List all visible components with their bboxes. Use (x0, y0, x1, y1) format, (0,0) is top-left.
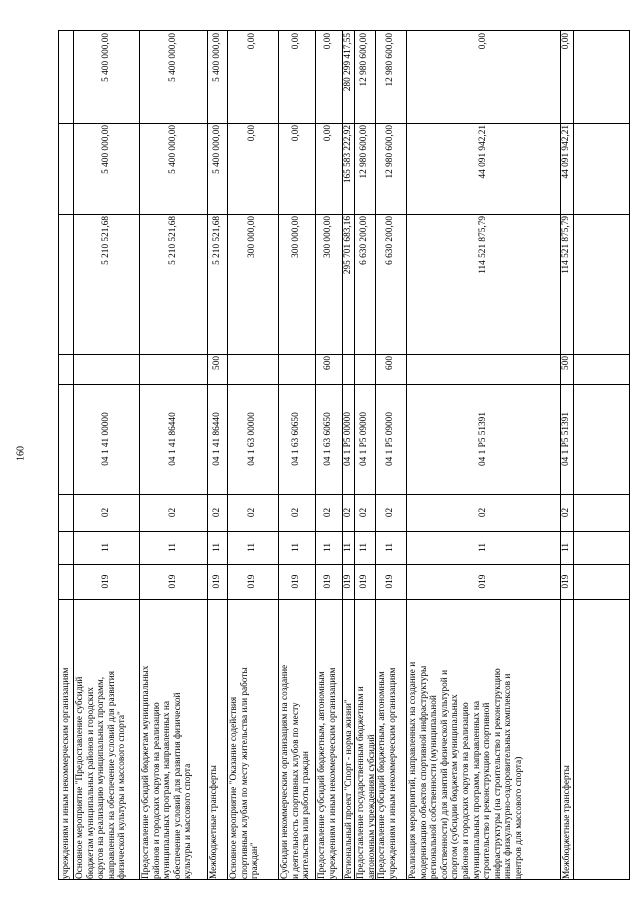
gr-code-cell: 019 (291, 574, 302, 589)
table-row (354, 31, 375, 881)
amount-year2-cell: 5 400 000,00 (167, 125, 178, 174)
table-row (139, 31, 207, 881)
row-name-cell: Предоставление субсидий бюджетным, автономным учреждениям и иным некоммерческим организациям (377, 667, 398, 879)
table-row (375, 31, 406, 881)
row-name-cell: Основное мероприятие "Предоставление субсидий бюджетам муниципальных районов и городских округов на реализацию муниципальных программ, направленных на обеспечение условий для развития физической культуры и массового спорта" (75, 671, 128, 879)
row-name-cell: Основное мероприятие "Оказание содействия спортивным клубам по месту жительства или работы граждан" (229, 667, 261, 879)
table-row (315, 31, 342, 881)
gr-code-cell: 019 (211, 574, 222, 589)
row-name-cell: Субсидии некоммерческим организациям на создание и деятельность спортивных клубов по месту жительства или работы граждан (280, 664, 312, 879)
target-article-cell: 04 1 63 60650 (291, 412, 302, 466)
target-article-cell: 04 1 41 86440 (167, 412, 178, 466)
gr-code-cell: 019 (247, 574, 258, 589)
table-row (227, 31, 278, 881)
table-row (560, 31, 573, 881)
amount-year1-cell: 300 000,00 (247, 216, 258, 258)
amount-year1-cell: 6 630 200,00 (385, 216, 396, 265)
expense-type-cell: 600 (385, 356, 396, 370)
subsection-cell: 02 (211, 507, 222, 518)
amount-year3-cell: 0,00 (561, 33, 572, 50)
section-cell: 11 (342, 543, 353, 552)
amount-year3-cell: 0,00 (247, 33, 258, 50)
row-name-cell: Межбюджетные трансферты (209, 765, 219, 879)
table-row (278, 31, 315, 881)
amount-year1-cell: 114 521 875,79 (561, 216, 572, 274)
subsection-cell: 02 (323, 507, 334, 518)
amount-year1-cell: 295 701 683,16 (342, 216, 353, 275)
row-name-cell: Предоставление государственным бюджетным и автономным учреждениям субсидий (356, 686, 377, 879)
amount-year2-cell: 165 583 222,92 (342, 125, 353, 184)
amount-year3-cell: 0,00 (323, 33, 334, 50)
amount-year1-cell: 5 210 521,68 (211, 216, 222, 265)
subsection-cell: 02 (477, 507, 488, 518)
amount-year2-cell: 0,00 (323, 125, 334, 142)
amount-year2-cell: 12 980 600,00 (359, 125, 370, 179)
section-cell: 11 (247, 543, 258, 552)
section-cell: 11 (291, 543, 302, 552)
amount-year3-cell: 5 400 000,00 (167, 33, 178, 82)
gr-code-cell: 019 (359, 574, 370, 589)
row-name-cell: Региональный проект "Спорт - норма жизни" (344, 699, 354, 879)
amount-year1-cell: 114 521 875,79 (477, 216, 488, 274)
subsection-cell: 02 (100, 507, 111, 518)
amount-year1-cell: 300 000,00 (323, 216, 334, 258)
gr-code-cell: 019 (342, 574, 353, 589)
row-name-cell: Предоставление субсидий бюджетным, автономным учреждениям и иным некоммерческим организациям (317, 667, 338, 879)
subsection-cell: 02 (167, 507, 178, 518)
amount-year2-cell: 0,00 (247, 125, 258, 142)
gr-code-cell: 019 (477, 574, 488, 589)
target-article-cell: 04 1 P5 00000 (342, 412, 353, 466)
table-row (342, 31, 354, 881)
row-name-cell: Предоставление субсидий бюджетам муниципальных районов и городских округов на реализацию муниципальных программ, направленных на обеспечение условий для развития физической культуры и массового спорта (141, 665, 194, 879)
amount-year2-cell: 5 400 000,00 (211, 125, 222, 174)
table-row (59, 31, 73, 881)
gr-code-cell: 019 (100, 574, 111, 589)
target-article-cell: 04 1 P5 51391 (477, 412, 488, 466)
expense-type-cell: 500 (211, 356, 222, 370)
section-cell: 11 (561, 543, 572, 552)
subsection-cell: 02 (342, 507, 353, 518)
amount-year3-cell: 5 400 000,00 (100, 33, 111, 82)
section-cell: 11 (385, 543, 396, 552)
amount-year3-cell: 12 980 600,00 (385, 33, 396, 87)
subsection-cell: 02 (385, 507, 396, 518)
row-border (573, 31, 574, 879)
target-article-cell: 04 1 63 00000 (247, 412, 258, 466)
row-name-cell: Реализация мероприятий, направленных на создание и модернизацию объектов спортивной инфраструктуры региональной собственности (муниципальной собственности) для занятий физической культурой и спортом (субсидии бюджетам муниципальных районов и городских округов на реализацию муниципальных программ, направленных на строительство и реконструкцию спортивной инфраструктуры (на строительство и реконструкцию иных физкультурно-оздоровительных комплексов и центров для массового спорта) (408, 661, 524, 879)
amount-year2-cell: 44 091 942,21 (561, 125, 572, 179)
target-article-cell: 04 1 P5 09000 (359, 412, 370, 466)
amount-year2-cell: 5 400 000,00 (100, 125, 111, 174)
table-row (73, 31, 139, 881)
section-cell: 11 (211, 543, 222, 552)
gr-code-cell: 019 (323, 574, 334, 589)
section-cell: 11 (167, 543, 178, 552)
page-number: 160 (15, 446, 27, 461)
target-article-cell: 04 1 41 86440 (211, 412, 222, 466)
target-article-cell: 04 1 63 60650 (323, 412, 334, 466)
row-name-cell: учреждениям и иным некоммерческим организациям (61, 667, 71, 879)
subsection-cell: 02 (359, 507, 370, 518)
amount-year3-cell: 12 980 600,00 (359, 33, 370, 87)
section-cell: 11 (359, 543, 370, 552)
amount-year3-cell: 0,00 (477, 33, 488, 50)
gr-code-cell: 019 (385, 574, 396, 589)
target-article-cell: 04 1 P5 09000 (385, 412, 396, 466)
gr-code-cell: 019 (167, 574, 178, 589)
section-cell: 11 (323, 543, 334, 552)
amount-year3-cell: 280 299 417,55 (342, 33, 353, 92)
amount-year1-cell: 300 000,00 (291, 216, 302, 258)
amount-year2-cell: 44 091 942,21 (477, 125, 488, 179)
budget-table (58, 30, 630, 880)
amount-year3-cell: 5 400 000,00 (211, 33, 222, 82)
expense-type-cell: 600 (323, 356, 334, 370)
amount-year2-cell: 12 980 600,00 (385, 125, 396, 179)
expense-type-cell: 500 (561, 356, 572, 370)
amount-year1-cell: 5 210 521,68 (100, 216, 111, 265)
row-name-cell: Межбюджетные трансферты (562, 765, 572, 879)
amount-year1-cell: 6 630 200,00 (359, 216, 370, 265)
amount-year1-cell: 5 210 521,68 (167, 216, 178, 265)
table-row (207, 31, 227, 881)
amount-year2-cell: 0,00 (291, 125, 302, 142)
subsection-cell: 02 (561, 507, 572, 518)
target-article-cell: 04 1 41 00000 (100, 412, 111, 466)
section-cell: 11 (100, 543, 111, 552)
section-cell: 11 (477, 543, 488, 552)
subsection-cell: 02 (291, 507, 302, 518)
gr-code-cell: 019 (561, 574, 572, 589)
amount-year3-cell: 0,00 (291, 33, 302, 50)
subsection-cell: 02 (247, 507, 258, 518)
target-article-cell: 04 1 P5 51391 (561, 412, 572, 466)
table-row (406, 31, 560, 881)
